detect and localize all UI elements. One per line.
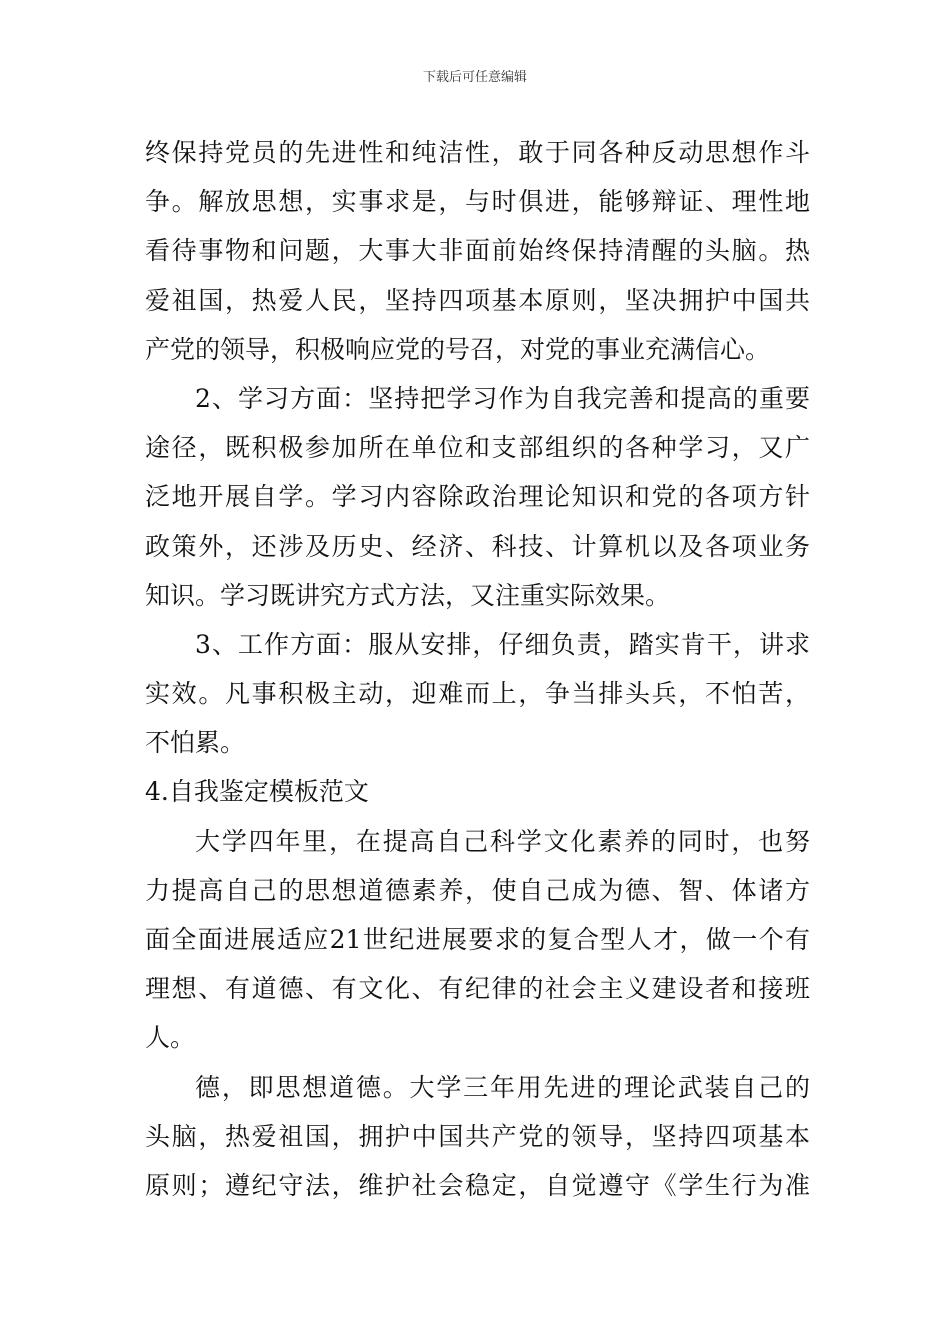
text-line: 知识。学习既讲究方式方法，又注重实际效果。 bbox=[145, 580, 671, 610]
text-line: 大学四年里，在提高自己科学文化素养的同时，也努 bbox=[195, 826, 810, 856]
text-line: 争。解放思想，实事求是，与时俱进，能够辩证、理性地 bbox=[145, 187, 810, 217]
document-body bbox=[145, 128, 810, 1210]
text-line: 爱祖国，热爱人民，坚持四项基本原则，坚决拥护中国共 bbox=[145, 285, 810, 315]
text-line: 原则；遵纪守法，维护社会稳定，自觉遵守《学生行为准 bbox=[145, 1170, 810, 1200]
section-heading: 4.自我鉴定模板范文 bbox=[145, 777, 369, 807]
text-line: 理想、有道德、有文化、有纪律的社会主义建设者和接班 bbox=[145, 974, 810, 1004]
page-header: 下载后可任意编辑 bbox=[422, 70, 527, 85]
text-line: 人。 bbox=[145, 1023, 196, 1053]
text-line: 产党的领导，积极响应党的号召，对党的事业充满信心。 bbox=[145, 334, 771, 364]
text-line: 头脑，热爱祖国，拥护中国共产党的领导，坚持四项基本 bbox=[145, 1121, 810, 1151]
text-line: 泛地开展自学。学习内容除政治理论知识和党的各项方针 bbox=[145, 482, 810, 512]
text-line: 德，即思想道德。大学三年用先进的理论武装自己的 bbox=[195, 1072, 810, 1102]
text-line: 政策外，还涉及历史、经济、科技、计算机以及各项业务 bbox=[145, 531, 810, 561]
text-line: 终保持党员的先进性和纯洁性，敢于同各种反动思想作斗 bbox=[145, 138, 810, 167]
text-line: 实效。凡事积极主动，迎难而上，争当排头兵，不怕苦， bbox=[145, 679, 810, 709]
text-line: 力提高自己的思想道德素养，使自己成为德、智、体诸方 bbox=[145, 875, 810, 905]
text-line: 面全面进展适应21世纪进展要求的复合型人才，做一个有 bbox=[145, 925, 810, 954]
text-line: 看待事物和问题，大事大非面前始终保持清醒的头脑。热 bbox=[145, 236, 810, 266]
text-line: 3、工作方面：服从安排，仔细负责，踏实肯干，讲求 bbox=[195, 629, 810, 659]
text-line: 途径，既积极参加所在单位和支部组织的各种学习，又广 bbox=[145, 433, 810, 463]
text-line: 不怕累。 bbox=[145, 728, 246, 758]
text-line: 2、学习方面：坚持把学习作为自我完善和提高的重要 bbox=[195, 383, 810, 413]
